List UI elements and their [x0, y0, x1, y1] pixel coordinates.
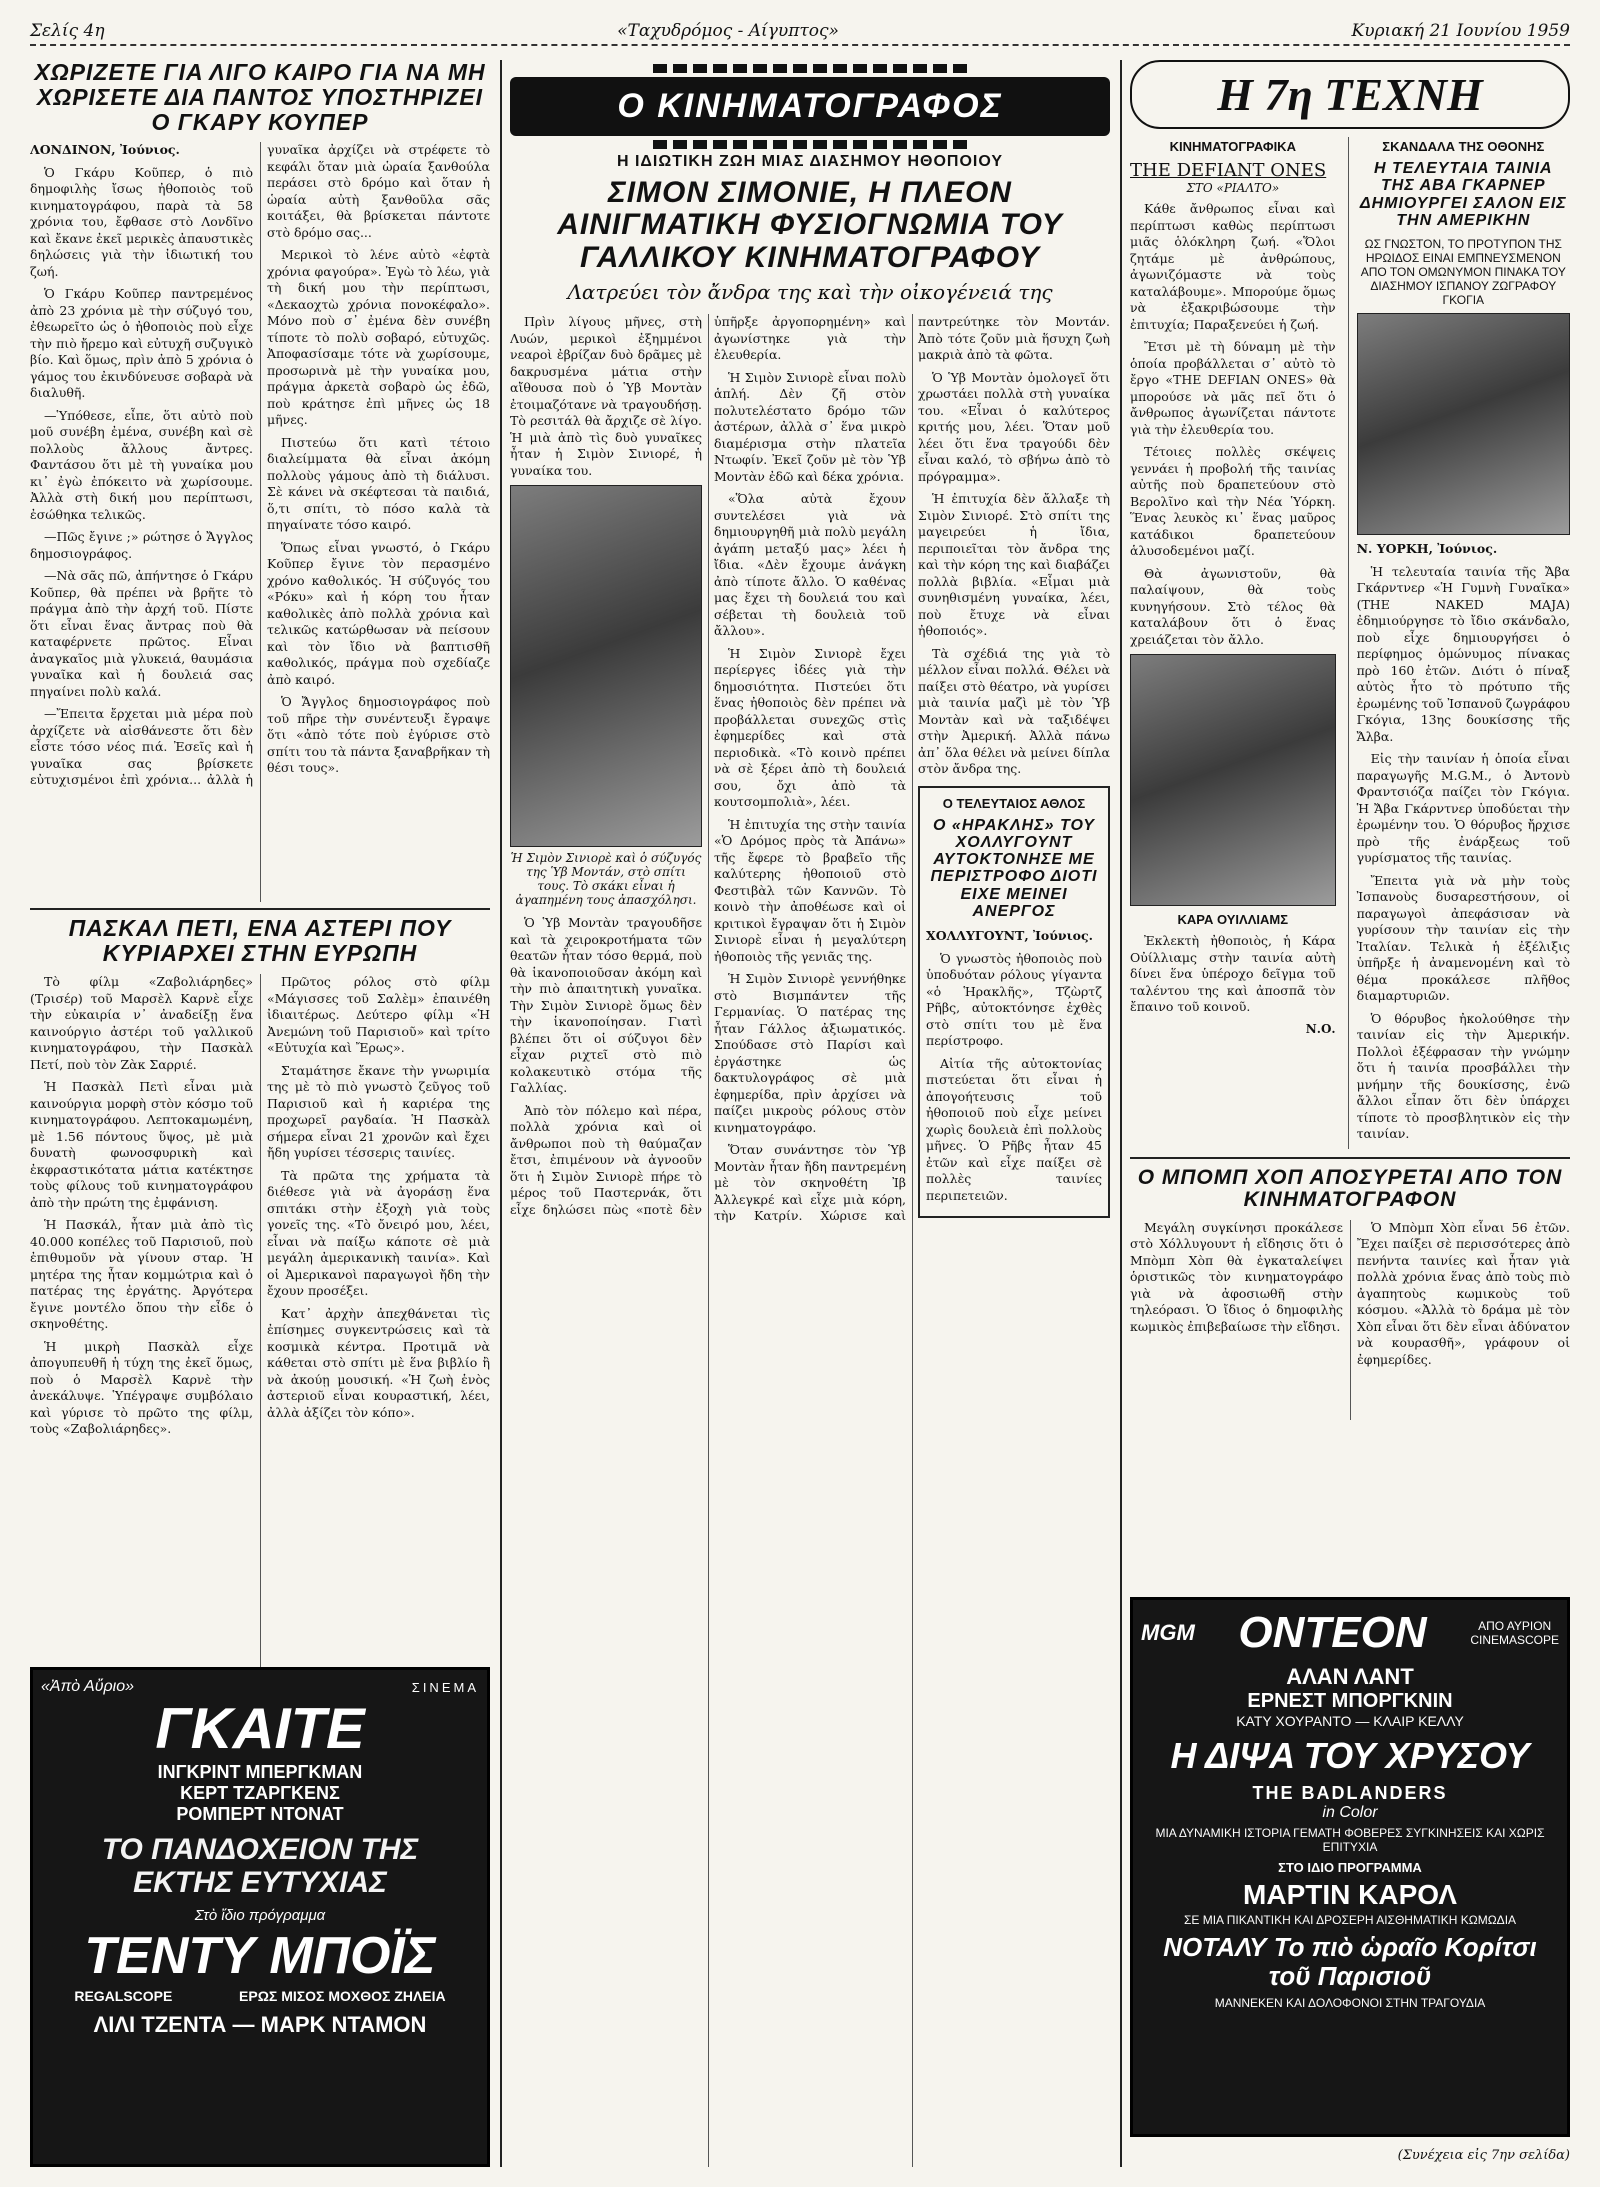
- story-kicker: Η ΙΔΙΩΤΙΚΗ ΖΩΗ ΜΙΑΣ ΔΙΑΣΗΜΟΥ ΗΘΟΠΟΙΟΥ: [616, 153, 1004, 170]
- photo-caption: Ἡ Σιμὸν Σινιορὲ καὶ ὁ σύζυγός της Ὑβ Μοντάν, στὸ σπίτι τους. Τὸ σκάκι εἶναι ἡ ἀγαπημένη τους ἀπασχόλησι.: [510, 851, 702, 908]
- main-paragraph: Ὁ Ὑβ Μοντὰν τραγουδῆσε καὶ τὰ χειροκροτήματα τῶν θεατῶν ἦταν τόσο θερμά, ποὺ θὰ ἱκανοποιοῦσαν ἀκόμη καὶ τὴν πιὸ ἀπαιτητικὴ γυναῖκα. Τὴν Σιμὸν Σινιορὲ ὅμως δὲν τὴν ἱκανοποίησαν. Γιατὶ βλέπει ὅτι οἱ σύζυγοι δὲν εἶχαν ριχτεῖ στὸ πιὸ κολακευτικὸ στόμα τῆς Γαλλίας.: [510, 915, 702, 1096]
- story2-paragraph: Ἡ Πασκάλ, ἦταν μιὰ ἀπὸ τὶς 40.000 κοπέλες τοῦ Παρισιοῦ, ποὺ ἐπιθυμοῦν νὰ γίνουν σταρ. Ἡ μητέρα της ἦταν κομμώτρια καὶ ὁ πατέρας της ἐργάτης. Ἀργότερα ἔγινε μοντέλο ὅπου τὴν εἶδε ὁ σκηνοθέτης.: [30, 1217, 253, 1332]
- story1-paragraph: Ὅπως εἶναι γνωστό, ὁ Γκάρυ Κοῦπερ ἔγινε τὸν περασμένο χρόνο καθολικός. Ἡ σύζυγός του «Ρόκυ» καὶ ἡ κόρη του ἦταν καθολικὲς ἀπὸ πολλὰ χρόνια καὶ τελικῶς κατώρθωσαν νὰ πείσουν καὶ τὸν ἴδιο νὰ βαπτισθῆ καθολικός, πράγμα ποὺ σχεδίαζε ἀπὸ καιρό.: [267, 539, 490, 687]
- ad-cinema-name: ΟΝΤΕΟΝ: [1238, 1608, 1427, 1657]
- scandal-paragraph: Ἔπειτα γιὰ νὰ μὴν τοὺς Ἰσπανοὺς δυσαρεστήσουν, οἱ παραγωγοὶ ἀπεφάσισαν νὰ γυρίσουν τὴν ταινίαν εἰς τὴν Ἰταλίαν. Τελικὰ ἡ ἐξέλιξις ὑπῆρξε ἡ ἀναμενομένη καὶ τὸ θέμα προκάλεσε πλῆθος διαμαρτυριῶν.: [1356, 872, 1570, 1004]
- ad-film-title-en: THE BADLANDERS: [1252, 1783, 1448, 1803]
- bobhope-paragraph: Μεγάλη συγκίνησι προκάλεσε στὸ Χόλλυγουντ ἡ εἴδησις ὅτι ὁ Μπὸμπ Χὸπ θὰ ἐγκαταλείψει ὁριστικῶς τὸν κινηματογράφο γιὰ νὰ ἀφοσιωθῆ στὴν τηλεόρασι. Ὁ ἴδιος ὁ δημοφιλὴς κωμικὸς ἐπιβεβαίωσε τὴν εἴδησι.: [1130, 1219, 1343, 1334]
- ad-brand: MGM: [1141, 1620, 1195, 1645]
- photo-text: Ἐκλεκτὴ ἠθοποιὸς, ἡ Κάρα Οὐίλλιαμς στὴν ταινία αὐτὴ δίνει ἕνα ὑπέροχο δεῖγμα τοῦ ταλέντου της καὶ ἀποσπᾶ τὸν ἔπαινο τοῦ κοινοῦ.: [1130, 933, 1336, 1014]
- story1-paragraph: Ὁ Ἄγγλος δημοσιογράφος ποὺ τοῦ πῆρε τὴν συνέντευξι ἔγραψε ὅτι «ἀπὸ τότε ποὺ ἐγύρισε στὸ σπίτι του τὰ πάντα ξαναβρῆκαν τὴ θέσι τους».: [267, 694, 490, 776]
- ad-tagline: ΕΡΩΣ ΜΙΣΟΣ ΜΟΧΘΟΣ ΖΗΛΕΙΑ: [239, 1988, 446, 2004]
- ad-film-title: ΤΟ ΠΑΝΔΟΧΕΙΟΝ ΤΗΣ ΕΚΤΗΣ ΕΥΤΥΧΙΑΣ: [101, 1833, 419, 1899]
- column-left: [30, 60, 490, 2167]
- masthead-title: Η 7η ΤΕΧΝΗ: [1217, 69, 1483, 120]
- main-paragraph: Ἡ Σιμὸν Σινιορὲ ἔχει περίεργες ἰδέες γιὰ τὴν δημοσιότητα. Πιστεύει ὅτι ἕνας ἠθοποιὸς δὲν πρέπει νὰ προβάλλεται συνεχῶς στὶς ἐφημερίδες καὶ στὰ περιοδικὰ. «Τὸ κοινὸ πρέπει νὰ σὲ ξέρει ἀπὸ τὴ δουλειά σου, ὄχι ἀπὸ τὰ κουτσομπολιὰ», λέει.: [714, 645, 906, 810]
- story1-paragraph: —Ὑπόθεσε, εἶπε, ὅτι αὐτὸ ποὺ μοῦ συνέβη ἐμένα, συνέβη καὶ σὲ πολλοὺς ἄλλους ἄντρες. Φαντάσου ὅτι μὲ τὴ γυναίκα μου κι᾽ ἐγὼ ἐπόκειτο νὰ χωρίσουμε. Ἀλλὰ στὴ δική μου περίπτωσι, ἐσώθηκα τελικῶς.: [30, 407, 253, 522]
- ad-star: ΚΕΡΤ ΤΖΑΡΓΚΕΝΣ: [180, 1783, 340, 1803]
- story1-dateline: ΛΟΝΔΙΝΟΝ, Ἰούνιος.: [30, 142, 180, 158]
- page-number: Σελίς 4η: [30, 21, 105, 41]
- review-column: [1130, 137, 1336, 1149]
- ad-film-title-2: ΤΕΝΤΥ ΜΠΟΪΣ: [84, 1927, 436, 1985]
- scandal-paragraph: Ἡ τελευταία ταινία τῆς Ἄβα Γκάρντνερ «Ἡ Γυμνὴ Γυναῖκα» (THE NAKED MAJA) ἐδημιούργησε τὸ ἴδιο σκάνδαλο, ποὺ εἶχε δημιουργήσει ὁ περίφημος ὁμώνυμος πίνακας πρὸ 160 ἐτῶν. Διότι ὁ πίναξ αὐτὸς ἦτο τὸ πρότυπο τῆς ἐρωμένης τοῦ Ἰσπανοῦ ζωγράφου Γκόγια, 13ης δουκίσσης τῆς Ἄλβα.: [1356, 563, 1570, 744]
- story1-paragraph: Πιστεύω ὅτι κατὶ τέτοιο διαλείμματα θὰ εἶναι ἀκόμη πολλοὺς γάμους ἀπὸ τὴ διάλυσι. Σὲ κάνει νὰ σκέφτεσαι τὰ παιδιά, ὅ,τι σπίτι, τὸ πόσο καλὰ τὰ πηγαίνατε τόσο καιρό.: [267, 434, 490, 533]
- story2-body: [30, 974, 490, 1714]
- ad-star: ΡΟΜΠΕΡΤ ΝΤΟΝΑΤ: [176, 1804, 344, 1824]
- main-deck: Λατρεύει τὸν ἄνδρα της καὶ τὴν οἰκογένειά της: [567, 280, 1053, 305]
- story1-headline: ΧΩΡΙΖΕΤΕ ΓΙΑ ΛΙΓΟ ΚΑΙΡΟ ΓΙΑ ΝΑ ΜΗ ΧΩΡΙΣΕΤΕ ΔΙΑ ΠΑΝΤΟΣ ΥΠΟΣΤΗΡΙΖΕΙ Ο ΓΚΑΡΥ ΚΟΥΠΕΡ: [34, 60, 486, 135]
- story1-paragraph: Ὁ Γκάρυ Κοῦπερ παντρεμένος ἀπὸ 23 χρόνια μὲ τὴν σύζυγό του, ἐθεωρεῖτο ὡς ὁ ἠθοποιὸς ποὺ εἶχε τὴν πιὸ ἤρεμο καὶ εὐτυχῆ συζυγικὸ βίο. Καὶ ὅμως, πρὶν ἀπὸ 5 χρόνια ὁ γάμος του ἐκινδύνευσε σοβαρὰ νὰ διαλυθῆ.: [30, 286, 253, 401]
- column-rule: [1120, 60, 1122, 2167]
- review-section-label: ΚΙΝΗΜΑΤΟΓΡΑΦΙΚΑ: [1169, 139, 1296, 154]
- main-paragraph: «Ὅλα αὐτὰ ἔχουν συντελέσει γιὰ νὰ δημιουργηθῆ μιὰ πολὺ μεγάλη ἀγάπη μεταξύ μας» λέει ἡ ἴδια. «Δὲν ἔχουμε ἀνάγκη ἀπὸ τίποτε ἄλλο. Ὁ καθένας μας ἔχει τὴ δουλειά του καὶ σέβεται τὴ δουλειὰ τοῦ ἄλλου».: [714, 491, 906, 639]
- filmstrip-decoration: [510, 140, 1110, 149]
- sidebar-box: [918, 786, 1110, 1219]
- photo-signoret-montand: [510, 485, 702, 847]
- ad-description: ΜΙΑ ΔΥΝΑΜΙΚΗ ΙΣΤΟΡΙΑ ΓΕΜΑΤΗ ΦΟΒΕΡΕΣ ΣΥΓΚΙΝΗΣΕΙΣ ΚΑΙ ΧΩΡΙΣ ΕΠΙΤΥΧΙΑ: [1155, 1826, 1545, 1854]
- review-venue: ΣΤΟ «ΡΙΑΛΤΟ»: [1186, 181, 1280, 195]
- ad-star: ΜΑΡΤΙΝ ΚΑΡΟΛ: [1243, 1879, 1457, 1910]
- issue-date: Κυριακή 21 Ιουνίου 1959: [1351, 21, 1570, 41]
- story1-paragraph: Ὁ Γκάρυ Κοῦπερ, ὁ πιὸ δημοφιλὴς ἴσως ἠθοποιὸς τοῦ κινηματογράφου, παρὰ τὰ 58 χρόνια του, ἔφθασε στὸ Λονδῖνο καὶ ἔκανε ἐκεῖ μερικὲς ἀπαυστικὲς δηλώσεις γιὰ τὴν ἰδιωτική του ζωή.: [30, 164, 253, 279]
- story1-paragraph: —Ἔπειτα ἔρχεται μιὰ μέρα ποὺ ἀρχίζετε νὰ αἰσθάνεστε ὅτι δὲν εἶστε τόσο νέος πιά. Ἐσεῖς καὶ ἡ γυναῖκα σας βρίσκετε εὐτυχισμένοι ἐπὶ χρόνια... ἀλλὰ ἡ γυναῖκα ἀρχίζει νὰ στρέφετε τὸ κεφάλι ὅταν μιὰ ὡραία ξανθούλα περάσει στὸ δρόμο καὶ ὅταν ἡ ὡραία αὐτὴ ξανθοῦλα σᾶς κοιτάξει, θὰ βρίσκεται πάντοτε στὸ δρόμο σας...: [30, 142, 490, 788]
- photo-ava-gardner: [1357, 313, 1570, 535]
- story1-paragraph: Μερικοὶ τὸ λένε αὐτὸ «ἐφτὰ χρόνια φαγούρα». Ἐγὼ τὸ λέω, γιὰ τὴ δική μου τὴν περίπτωσι, «Δεκαοχτὼ χρόνια πονοκέφαλο». Μόνο ποὺ σ᾽ ἐμένα δὲν συνέβη τίποτε τὸ πολὺ σοβαρό, εὐτυχῶς. Ἀποφασίσαμε τότε νὰ χωρίσουμε, προσωρινὰ μὲ τὴν γυναίκα μου, πράγμα ἀρκετὰ σοβαρὸ ὡς ἐδῶ, ποὺ κράτησε ἐπὶ μῆνες ὡς 18 μῆνες.: [267, 247, 490, 428]
- story2-paragraph: Τὸ φίλμ «Ζαβολιάρηδες» (Τρισέρ) τοῦ Μαρσὲλ Καρνὲ εἶχε τὴν εὐκαιρία ν᾽ ἀναδείξῃ ἕνα καινούργιο ἀστέρι τοῦ γαλλικοῦ κινηματογράφου, τὴν Πασκὰλ Πετί, ποὺ τὸν Ζὰκ Σαρριέ.: [30, 974, 253, 1072]
- column-rule: [500, 60, 502, 2167]
- story-divider: [1130, 1157, 1570, 1159]
- scandal-paragraph: Εἰς τὴν ταινίαν ἡ ὁποία εἶναι παραγωγῆς M.G.M., ὁ Ἀντονὺ Φραντσιόζα παίζει τὸν Γκόγια. Ἡ Ἄβα Γκάρντνερ ὑποδύεται τὴν ἐρωμένην του. Ὁ θόρυβος ἤρχισε πρὸ τῆς ἐνάρξεως τοῦ γυρίσματος τῆς ταινίας.: [1356, 751, 1570, 866]
- ad-scope: REGALSCOPE: [74, 1988, 173, 2004]
- ad-film-title: Η ΔΙΨΑ ΤΟΥ ΧΡΥΣΟΥ: [1170, 1735, 1530, 1776]
- scandal-section-label: ΣΚΑΝΔΑΛΑ ΤΗΣ ΟΘΟΝΗΣ: [1382, 139, 1545, 154]
- main-paragraph: Ὁ Ὑβ Μοντὰν ὁμολογεῖ ὅτι χρωστάει πολλὰ στὴ γυναίκα του. «Εἶναι ὁ καλύτερος κριτής μου, λέει. Ὅταν μοῦ λέει ὅτι ἕνα τραγούδι δὲν εἶναι καλό, τὸ σβήνω ἀπὸ τὸ πρόγραμμα».: [918, 369, 1110, 484]
- ad-scope: CINEMASCOPE: [1470, 1633, 1559, 1647]
- story2-paragraph: Ἡ Πασκὰλ Πετὶ εἶναι μιὰ καινούργια μορφὴ στὸν κόσμο τοῦ κινηματογράφου. Λεπτοκαμωμένη, μὲ 1.56 πόντους ὕψος, μὲ μιὰ δυνατὴ φωνοσφυρικὴ καὶ ἐκφραστικότατα μάτια κατέκτησε τοὺς φίλους τοῦ κινηματογράφου ἀπὸ τὴν πρώτη της ἐμφάνιση.: [30, 1079, 253, 1210]
- main-paragraph: Ἡ Σιμὸν Σινιορὲ εἶναι πολὺ ἁπλή. Δὲν ζῆ στὸν πολυτελέστατο δρόμο τῶν ἀστέρων, ἀλλὰ σ᾽ ἕνα μικρὸ διαμέρισμα στὴν πλατεῖα Ντωφίν. Ἐκεῖ ζοῦν μὲ τὸν Ὑβ Μοντὰν ἐδῶ καὶ δέκα χρόνια.: [714, 369, 906, 484]
- ad-star: ΑΛΑΝ ΛΑΝΤ: [1286, 1664, 1414, 1689]
- continuation-note: (Συνέχεια εἰς 7ην σελίδα): [1397, 2148, 1570, 2163]
- review-paragraph: Θὰ ἀγωνιστοῦν, θὰ παλαίψουν, θὰ τοὺς κυνηγήσουν. Στὸ τέλος θὰ καταλάβουν ὅτι ὁ ἕνας χρειάζεται τὸν ἄλλο.: [1130, 565, 1336, 647]
- story2-headline: ΠΑΣΚΑΛ ΠΕΤΙ, ΕΝΑ ΑΣΤΕΡΙ ΠΟΥ ΚΥΡΙΑΡΧΕΙ ΣΤΗΝ ΕΥΡΩΠΗ: [68, 915, 452, 967]
- main-paragraph: Ἀπὸ τὸν πόλεμο καὶ πέρα, πολλὰ χρόνια καὶ οἱ ἄνθρωποι ποὺ τὴ θαύμαζαν ἔτσι, ἐπιμένουν νὰ ἀγνοοῦν ὅτι ἡ Σιμὸν Σινιορὲ πήρε τὸ μέρος τοῦ Παστερνάκ, ὅτι εἶχε δηλώσει πὼς «ποτὲ δὲν ὑπῆρξε ἀργοπορημένη» καὶ ἀγωνίστηκε γιὰ τὴν ἐλευθερία.: [510, 314, 906, 1217]
- main-paragraph: Πρὶν λίγους μῆνες, στὴ Λυών, μερικοὶ ἐξημμένοι νεαροὶ ἐβρίζαν δυὸ δρᾶμες μὲ δακρυσμένα μάτια στὴν αἴθουσα ποὺ ὁ Ὑβ Μοντὰν ἐτοιμαζότανε νὰ τραγουδήσῃ. Τὸ ρεσιτάλ θὰ ἄρχιζε σὲ λίγο. Ἡ μιὰ ἀπὸ τὶς δυὸ γυναῖκες ἦταν ἡ Σιμὸν Σινιορέ, ἡ γυναίκα του.: [510, 314, 702, 478]
- story2-paragraph: Τὰ πρῶτα της χρήματα τὰ διέθεσε γιὰ νὰ ἀγοράσῃ ἕνα σπιτάκι στὴν ἐξοχὴ γιὰ τοὺς γονεῖς της. «Τὸ ὄνειρό μου, λέει, εἶναι νὰ παίξω κάποτε σὲ μιὰ μεγάλη ἀμερικανικὴ ταινία». Καὶ οἱ Ἀμερικανοὶ παραγωγοὶ ἤδη τὴν ἔχουν προσέξει.: [267, 1167, 490, 1299]
- scandal-dateline: Ν. ΥΟΡΚΗ, Ἰούνιος.: [1356, 541, 1498, 557]
- ad-cinema-label: ΣΙΝΕΜΑ: [411, 1679, 479, 1695]
- story1-paragraph: —Νὰ σᾶς πῶ, ἀπήντησε ὁ Γκάρυ Κοῦπερ, θὰ πρέπει νὰ βρῆτε τὸ πράγμα ἀπὸ τὴν ἀρχή τοῦ. Πίστε ὅτι εἶναι ἕνας ἄντρας ποὺ θὰ καταφέρνετε πρῶτος. Εἶναι ἀναγκαῖος μιὰ γλυκειά, θαυμάσια γυναῖκα καὶ ἡ δουλειά σας πηγαίνει πολὺ καλά.: [30, 568, 253, 699]
- main-paragraph: Τὰ σχέδιά της γιὰ τὸ μέλλον εἶναι πολλά. Θέλει νὰ παίξει στὸ θέατρο, νὰ γυρίσει μιὰ ταινία μαζὶ μὲ τὸν Ὑβ Μοντὰν καὶ νὰ ταξιδέψει στὴν Ἀμερική. Ἀλλὰ πάνω ἀπ᾽ ὅλα θέλει νὰ μείνει δίπλα στὸν ἄνδρα της.: [918, 645, 1110, 777]
- ad-cinema-name: ΓΚΑΙΤΕ: [155, 1696, 365, 1761]
- ad-tag: «Ἀπὸ Αὔριο»: [41, 1678, 135, 1695]
- column-right: [1130, 60, 1570, 2167]
- main-paragraph: Ὅταν συνάντησε τὸν Ὑβ Μοντὰν ἦταν ἤδη παντρεμένη μὲ τὸν σκηνοθέτη Ἰβ Ἀλλεγκρέ καὶ εἶχε μιὰ κόρη, τὴν Κατρίν. Χώρισε καὶ παντρεύτηκε τὸν Μοντάν. Ἀπὸ τότε ζοῦν μιὰ ἥσυχη ζωὴ μακριὰ ἀπὸ τὰ φῶτα.: [714, 314, 1110, 1224]
- ad-from: ΑΠΟ ΑΥΡΙΟΝ: [1478, 1618, 1552, 1633]
- photo-kara-williams: [1130, 654, 1336, 906]
- sidebar-label: Ο ΤΕΛΕΥΤΑΙΟΣ ΑΘΛΟΣ: [942, 795, 1086, 811]
- ad-cast: ΛΙΛΙ ΤΖΕΝΤΑ — ΜΑΡΚ ΝΤΑΜΟΝ: [93, 2012, 427, 2037]
- section-masthead: [1130, 60, 1570, 129]
- scandal-deck: ΩΣ ΓΝΩΣΤΟΝ, ΤΟ ΠΡΟΤΥΠΟΝ ΤΗΣ ΗΡΩΙΔΟΣ ΕΙΝΑΙ ΕΜΠΝΕΥΣΜΕΝΟΝ ΑΠΟ ΤΟΝ ΟΜΩΝΥΜΟΝ ΠΙΝΑΚΑ ΤΟΥ ΔΙΑΣΗΜΟΥ ΙΣΠΑΝΟΥ ΖΩΓΡΑΦΟΥ ΓΚΟΓΙΑ: [1360, 237, 1566, 308]
- review-paragraph: Κάθε ἄνθρωπος εἶναι καὶ περίπτωσι καθὼς περίπτωσι μιᾶς ὁλόκληρη ζωή. «Ὅλοι ζητάμε μὲ ἀνθρώπους, ἀγωνιζόμαστε νὰ τοὺς καταλάβουμε». Μπορούμε ὅμως νὰ ἐξακριβώσουμε τὴν ἐπιτυχία; Παραξενεύει ἡ ζωή.: [1130, 201, 1336, 332]
- review-paragraph: Τέτοιες πολλὲς σκέψεις γεννάει ἡ προβολή τῆς ταινίας αὐτῆς ποὺ δραπετεύουν στὸ Βερολῖνο καὶ τὴν Νέα Ὑόρκη. Ἕνας λευκὸς κι᾽ ἕνας μαῦρος κατάδικοι δραπετεύουν ἁλυσοδεμένοι μαζί.: [1130, 444, 1336, 558]
- ad-star: ΚΑΤΥ ΧΟΥΡΑΝΤΟ — ΚΛΑΙΡ ΚΕΛΛΥ: [1236, 1713, 1464, 1729]
- sidebar-paragraph: Ὁ γνωστὸς ἠθοποιὸς ποὺ ὑποδυόταν ρόλους γίγαντα «ὁ Ἡρακλῆς», Τζὼρτζ Ρῆβς, αὐτοκτόνησε ἐχθὲς στὸ σπίτι του μὲ ἕνα περίστροφο.: [926, 950, 1102, 1049]
- ad-star: ΙΝΓΚΡΙΝΤ ΜΠΕΡΓΚΜΑΝ: [157, 1762, 363, 1782]
- scandal-column: [1348, 137, 1570, 1149]
- story2-paragraph: Πρῶτος ρόλος στὸ φίλμ «Μάγισσες τοῦ Σαλὲμ» ἐπαινέθη ἰδιαιτέρως. Δεύτερο φίλμ «Ἡ Ἀνεμώνη τοῦ Παρισιοῦ» καὶ τρίτο «Εὐτυχία καὶ Ἔρως».: [267, 974, 490, 1056]
- photo-caption: ΚΑΡΑ ΟΥΙΛΛΙΑΜΣ: [1177, 912, 1289, 927]
- story-divider: [30, 908, 490, 910]
- page-header: [30, 18, 1570, 46]
- bobhope-headline: Ο ΜΠΟΜΠ ΧΟΠ ΑΠΟΣΥΡΕΤΑΙ ΑΠΟ ΤΟΝ ΚΙΝΗΜΑΤΟΓΡΑΦΟΝ: [1137, 1165, 1563, 1212]
- ad-star: ΕΡΝΕΣΤ ΜΠΟΡΓΚΝΙΝ: [1247, 1690, 1453, 1712]
- cinema-ad-odeon: [1130, 1597, 1570, 2137]
- bobhope-paragraph: Ὁ Μπὸμπ Χὸπ εἶναι 56 ἐτῶν. Ἔχει παίξει σὲ περισσότερες ἀπὸ πενήντα ταινίες καὶ ἦταν γιὰ πολλὰ χρόνια ἕνας ἀπὸ τοὺς πιὸ ἀγαπητοὺς κωμικοὺς τοῦ κόσμου. «Ἀλλὰ τὸ δράμα μὲ τὸν Χὸπ εἶναι ὅτι δὲν εἶναι ἀδύνατον νὰ κουρασθῆ», γράφουν οἱ ἐφημερίδες.: [1357, 1219, 1570, 1367]
- story2-paragraph: Κατ᾽ ἀρχὴν ἀπεχθάνεται τὶς ἐπίσημες συγκεντρώσεις καὶ τὰ κοσμικὰ κέντρα. Προτιμᾶ νὰ κάθεται στὸ σπίτι μὲ ἕνα βιβλίο ἢ νὰ ἀκούῃ μουσική. «Ἡ ζωὴ ἑνὸς ἀστεριοῦ εἶναι κουραστική, λέει, ἀλλὰ ἀξίζει τὸν κόπο».: [267, 1305, 490, 1420]
- author-initials: Ν.Ο.: [1305, 1021, 1336, 1036]
- column-center: [510, 60, 1110, 2167]
- main-paragraph: Ἡ Σιμὸν Σινιορὲ γεννήθηκε στὸ Βισμπάντεν τῆς Γερμανίας. Ὁ πατέρας της ἦταν Γάλλος ἀξιωματικός. Σπούδασε στὸ Παρίσι καὶ ἐργάστηκε ὡς δακτυλογράφος σὲ μιὰ ἐφημερίδα, πρὶν ἀρχίσει νὰ παίζει μικροὺς ρόλους στὸν κινηματογράφο.: [714, 971, 906, 1135]
- story2-paragraph: Σταμάτησε ἔκανε τὴν γνωριμία της μὲ τὸ πιὸ γνωστὸ ζεῦγος τοῦ Παρισιοῦ καὶ ἡ καριέρα της προχωρεῖ ραγδαία. Ἡ Πασκὰλ σήμερα εἶναι 21 χρονῶν καὶ ἔχει ἤδη γυρίσει τέσσερις ταινίες.: [267, 1062, 490, 1161]
- paper-name: «Ταχυδρόμος - Αίγυπτος»: [617, 21, 839, 41]
- ad-description: ΣΕ ΜΙΑ ΠΙΚΑΝΤΙΚΗ ΚΑΙ ΔΡΟΣΕΡΗ ΑΙΣΘΗΜΑΤΙΚΗ ΚΩΜΩΔΙΑ: [1183, 1913, 1517, 1927]
- main-paragraph: Ἡ ἐπιτυχία δὲν ἄλλαξε τὴ Σιμὸν Σινιορέ. Στὸ σπίτι της μαγειρεύει ἡ ἴδια, περιποιεῖται τὸν ἄνδρα της καὶ τὴν κόρη της καὶ διαβάζει πολλὰ βιβλία. «Εἶμαι μιὰ συνηθισμένη γυναίκα, λέει, ποὺ ἔτυχε νὰ εἶναι ἠθοποιός».: [918, 491, 1110, 639]
- sidebar-headline: Ο «ΗΡΑΚΛΗΣ» ΤΟΥ ΧΟΛΛΥΓΟΥΝΤ ΑΥΤΟΚΤΟΝΗΣΕ ΜΕ ΠΕΡΙΣΤΡΟΦΟ ΔΙΟΤΙ ΕΙΧΕ ΜΕΙΝΕΙ ΑΝΕΡΓΟΣ: [930, 816, 1098, 920]
- review-film-title: THE DEFIANT ONES: [1130, 160, 1327, 181]
- filmstrip-decoration: [510, 64, 1110, 73]
- story1-body: [30, 142, 490, 902]
- sidebar-paragraph: Αἰτία τῆς αὐτοκτονίας πιστεύεται ὅτι εἶναι ἡ ἀπογοήτευσις τοῦ ἠθοποιοῦ ποὺ εἶχε μείνει χωρὶς δουλειὰ ἐπὶ πολλοὺς μῆνες. Ὁ Ρῆβς ἦταν 45 ἐτῶν καὶ εἶχε παίξει σὲ πολλὲς ταινίες περιπετειῶν.: [926, 1055, 1102, 1203]
- bobhope-body: [1130, 1220, 1570, 1420]
- scandal-paragraph: Ὁ θόρυβος ἠκολούθησε τὴν ταινίαν εἰς τὴν Ἀμερικήν. Πολλοὶ ἐξέφρασαν τὴν γνώμην ὅτι ἡ ταινία προσβάλλει τὴν μνήμην τῆς δουκίσσης, ἐνῶ ἄλλοι εἶπαν ὅτι δὲν ὑπάρχει τίποτε τὸ προσβλητικὸν εἰς τὴν ταινίαν.: [1356, 1010, 1570, 1142]
- story2-paragraph: Ἡ μικρὴ Πασκὰλ εἶχε ἀπογυπευθῆ ἡ τύχη της ἐκεῖ ὅμως, ποὺ ὁ Μαρσὲλ Καρνὲ τὴν ἀνεκάλυψε. Ὑπέγραψε συμβόλαιο καὶ γύρισε τὸ πρῶτο της φίλμ, τοὺς «Ζαβολιάρηδες».: [30, 1338, 253, 1437]
- scandal-headline: Η ΤΕΛΕΥΤΑΙΑ ΤΑΙΝΙΑ ΤΗΣ ΑΒΑ ΓΚΑΡΝΕΡ ΔΗΜΙΟΥΡΓΕΙ ΣΑΛΟΝ ΕΙΣ ΤΗΝ ΑΜΕΡΙΚΗΝ: [1359, 160, 1567, 229]
- ad-cast: ΜΑΝΝΕΚΕΝ ΚΑΙ ΔΟΛΟΦΟΝΟΙ ΣΤΗΝ ΤΡΑΓΟΥΔΙΑ: [1214, 1996, 1486, 2011]
- ad-color: in Color: [1322, 1804, 1378, 1821]
- main-paragraph: Ἡ ἐπιτυχία της στὴν ταινία «Ὁ Δρόμος πρὸς τὰ Ἀπάνω» τῆς ἔφερε τὸ βραβεῖο τῆς καλύτερης ἠθοποιοῦ στὸ Φεστιβὰλ τῶν Καννῶν. Τὸ κοινὸ τὴν ἀποθέωσε καὶ οἱ κριτικοὶ ἔγραψαν ὅτι ἡ Σιμὸν Σινιορὲ εἶναι ἡ μεγαλύτερη ἠθοποιὸς τῆς γενιᾶς της.: [714, 816, 906, 964]
- cinema-ad-gaite: [30, 1667, 490, 2167]
- main-headline: ΣΙΜΟΝ ΣΙΜΟΝΙΕ, Η ΠΛΕΟΝ ΑΙΝΙΓΜΑΤΙΚΗ ΦΥΣΙΟΓΝΩΜΙΑ ΤΟΥ ΓΑΛΛΙΚΟΥ ΚΙΝΗΜΑΤΟΓΡΑΦΟΥ: [557, 176, 1063, 274]
- ad-program: Στὸ ἴδιο πρόγραμμα: [194, 1907, 326, 1924]
- review-paragraph: Ἔτσι μὲ τὴ δύναμη μὲ τὴν ὁποία προβάλλεται σ᾽ αὐτὸ τὸ ἔργο «THE DEFIAN ONES» θὰ μπορούσε νὰ μᾶς πεῖ ὅτι ὁ ἄνθρωπος ἀγωνίζεται πάντοτε γιὰ τὴν ἐλευθερία του.: [1130, 339, 1336, 437]
- ad-program: ΣΤΟ ΙΔΙΟ ΠΡΟΓΡΑΜΜΑ: [1278, 1860, 1422, 1875]
- story1-paragraph: —Πῶς ἔγινε ;» ρώτησε ὁ Ἄγγλος δημοσιογράφος.: [30, 529, 253, 561]
- section-banner: Ο ΚΙΝΗΜΑΤΟΓΡΑΦΟΣ: [510, 77, 1110, 136]
- ad-film-title-2: ΝΟΤΑΛΥ Το πιὸ ὡραῖο Κορίτσι τοῦ Παρισιοῦ: [1163, 1932, 1537, 1991]
- sidebar-dateline: ΧΟΛΛΥΓΟΥΝΤ, Ἰούνιος.: [926, 928, 1093, 944]
- main-story-body: [510, 314, 1110, 2167]
